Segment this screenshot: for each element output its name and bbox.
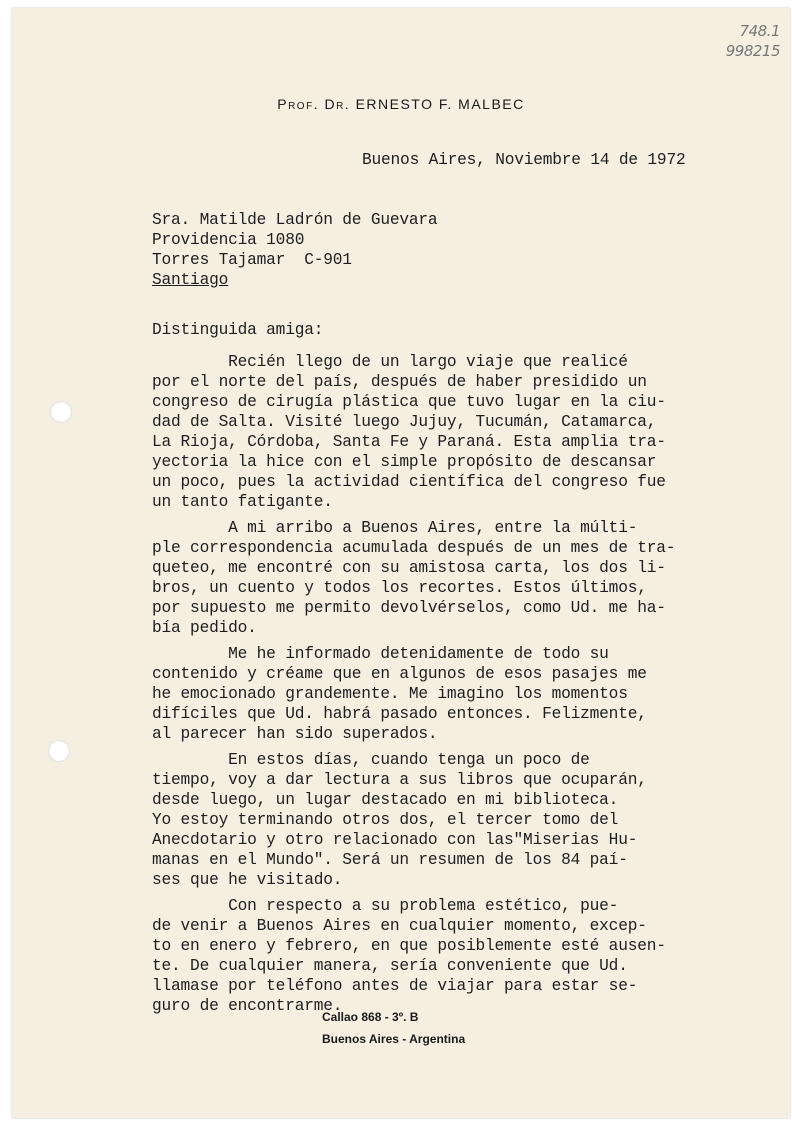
body-line: guro de encontrarme.	[152, 997, 343, 1015]
body-line: al parecer han sido superados.	[152, 725, 438, 743]
body-line: un tanto fatigante.	[152, 493, 333, 511]
body-line: tiempo, voy a dar lectura a sus libros que ocuparán,	[152, 771, 647, 789]
body-line: contenido y créame que en algunos de esos pasajes me	[152, 665, 647, 683]
body-line: manas en el Mundo". Será un resumen de los 84 paí-	[152, 851, 628, 869]
body-line: ple correspondencia acumulada después de un mes de tra-	[152, 539, 676, 557]
body-line: llamase por teléfono antes de viajar para estar se-	[152, 977, 638, 995]
body-line: bía pedido.	[152, 619, 257, 637]
recipient-name: Sra. Matilde Ladrón de Guevara	[152, 211, 438, 229]
body-line: Anecdotario y otro relacionado con las"Miserias Hu-	[152, 831, 638, 849]
body-line: En estos días, cuando tenga un poco de	[152, 751, 590, 769]
salutation: Distinguida amiga:	[152, 321, 324, 339]
body-line: Yo estoy terminando otros dos, el tercer tomo del	[152, 811, 619, 829]
body-line: queteo, me encontré con su amistosa carta, los dos li-	[152, 559, 666, 577]
letter-page	[12, 8, 790, 1118]
body-line: he emocionado grandemente. Me imagino los momentos	[152, 685, 628, 703]
body-line: La Rioja, Córdoba, Santa Fe y Paraná. Esta amplia tra-	[152, 433, 666, 451]
body-line: A mi arribo a Buenos Aires, entre la múlti-	[152, 519, 638, 537]
body-line: por supuesto me permito devolvérselos, como Ud. me ha-	[152, 599, 666, 617]
archive-code-line-2: 998215	[725, 42, 780, 60]
body-line: Me he informado detenidamente de todo su	[152, 645, 609, 663]
body-line: bros, un cuento y todos los recortes. Estos últimos,	[152, 579, 647, 597]
body-line: Recién llego de un largo viaje que realicé	[152, 353, 628, 371]
letterhead: Prof. Dr. ERNESTO F. MALBEC	[277, 96, 525, 112]
body-line: por el norte del país, después de haber presidido un	[152, 373, 647, 391]
body-line: Con respecto a su problema estético, pue-	[152, 897, 619, 915]
punch-hole-top	[50, 401, 72, 423]
punch-hole-bottom	[48, 740, 70, 762]
recipient-building: Torres Tajamar C-901	[152, 251, 352, 269]
body-line: un poco, pues la actividad científica del congreso fue	[152, 473, 666, 491]
body-line: te. De cualquier manera, sería conveniente que Ud.	[152, 957, 628, 975]
recipient-street: Providencia 1080	[152, 231, 305, 249]
body-line: to en enero y febrero, en que posiblemente esté ausen-	[152, 937, 666, 955]
body-line: difíciles que Ud. habrá pasado entonces. Felizmente,	[152, 705, 647, 723]
footer-city: Buenos Aires - Argentina	[322, 1032, 466, 1046]
recipient-city: Santiago	[152, 271, 229, 289]
date-line: Buenos Aires, Noviembre 14 de 1972	[362, 151, 686, 169]
body-line: congreso de cirugía plástica que tuvo lugar en la ciu-	[152, 393, 666, 411]
body-line: ses que he visitado.	[152, 871, 343, 889]
body-line: desde luego, un lugar destacado en mi biblioteca.	[152, 791, 619, 809]
body-line: de venir a Buenos Aires en cualquier momento, excep-	[152, 917, 647, 935]
body-line: dad de Salta. Visité luego Jujuy, Tucumán, Catamarca,	[152, 413, 657, 431]
archive-code-line-1: 748.1	[739, 22, 780, 40]
body-line: yectoria la hice con el simple propósito de descansar	[152, 453, 657, 471]
footer-address: Callao 868 - 3º. B	[322, 1010, 419, 1024]
